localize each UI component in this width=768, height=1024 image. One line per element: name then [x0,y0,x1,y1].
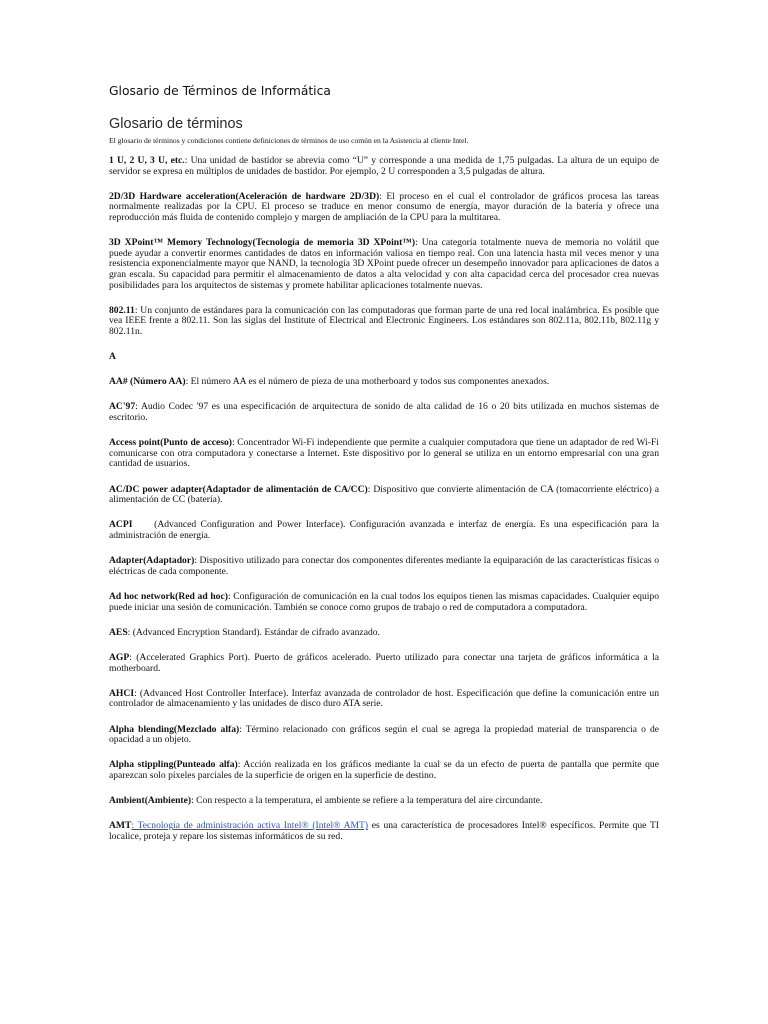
entry-term: Alpha blending(Mezclado alfa) [109,723,240,735]
entry-definition: : Un conjunto de estándares para la comunicación con las computadoras que forman parte de una red local inalámbrica. Es posible que vea IEEE frente a 802.11. Son las siglas del Institute of Electrical and Electronic Engineers. Los estándares son 802.11a, 802.11b, 802.11g y 802.11n. [109,304,659,337]
entry-definition: : Audio Codec '97 es una especificación de arquitectura de sonido de alta calidad de 16 o 20 bits utilizada en muchos sistemas de escritorio. [109,401,659,424]
glossary-entry [109,628,659,639]
glossary-entry [109,438,659,470]
glossary-entry [109,156,659,177]
entry-definition: : Concentrador Wi-Fi independiente que permite a cualquier computadora que tiene un adaptador de red Wi-Fi comunicarse con otra computadora y conectarse a Internet. Este dispositivo por lo general se utiliza en un entorno empresarial con una gran cantidad de usuarios. [109,437,659,470]
glossary-entry [109,760,659,781]
glossary-entry-amt [109,821,659,842]
entry-term: AHCI [109,687,135,699]
entry-term: Ad hoc network(Red ad hoc) [109,590,228,602]
entry-definition: es una característica de procesadores Intel® específicos. Permite que TI localice, proteja y repare los sistemas informáticos de su red. [109,820,659,842]
entry-term: 2D/3D Hardware acceleration(Aceleración de hardware 2D/3D) [109,190,380,202]
entry-term: Adapter(Adaptador) [109,555,195,567]
entry-term: Ambient(Ambiente) [109,795,192,807]
glossary-entry [109,402,659,423]
amt-link[interactable]: : Tecnología de administración activa Intel® (Intel® AMT) [131,820,369,832]
glossary-entry [109,485,659,506]
section-letter: A [109,351,116,363]
entry-definition: : Dispositivo que convierte alimentación de CA (tomacorriente eléctrico) a alimentación de CC (batería). [109,483,659,506]
entry-definition: : Acción realizada en los gráficos mediante la cual se da un efecto de puerta de pantalla que permite que aparezcan solo píxeles parciales de la superficie de origen en la superficie de destino. [109,759,659,781]
entry-term: AES [109,626,128,638]
document-title: Glosario de Términos de Informática [109,84,331,98]
entry-definition: : Configuración de comunicación en la cual todos los equipos tienen las mismas capacidades. Cualquier equipo puede iniciar una sesión de comunicación. También se conoce como grupos de trabajo o red de computadora a computadora. [109,590,659,613]
entry-definition: : (Accelerated Graphics Port). Puerto de gráficos acelerado. Puerto utilizado para conectar una tarjeta de gráficos informática a la motherboard. [109,651,659,674]
entry-term: AA# (Número AA) [109,376,186,388]
entry-definition: : (Advanced Host Controller Interface). Interfaz avanzada de controlador de host. Especificación que define la comunicación entre un controlador de almacenamiento y las unidades de disco duro ATA serie. [109,687,659,710]
glossary-entry [109,238,659,291]
entry-definition: (Advanced Configuration and Power Interface). Configuración avanzada e interfaz de energía. Es una especificación para la administración de energía. [109,519,662,541]
glossary-entry [109,519,662,541]
entry-term: 3D XPoint™ Memory Technology(Tecnología de memoria 3D XPoint™) [109,237,416,249]
entry-definition: : Una unidad de bastidor se abrevia como “U” y corresponde a una medida de 1,75 pulgadas. La altura de un equipo de servidor se expresa en múltiplos de unidades de bastidor. Por ejemplo, 2 U corresponden a 3,5 pulgadas de altura. [109,155,659,177]
entry-term: Access point(Punto de acceso) [109,437,232,449]
glossary-entry [109,592,659,613]
entry-term: AGP [109,651,130,663]
entry-term: AC'97 [109,401,136,413]
section-heading: Glosario de términos [109,116,243,132]
entry-term: AC/DC power adapter(Adaptador de alimentación de CA/CC) [109,483,368,495]
glossary-entry [109,306,659,338]
glossary-entry [109,796,659,807]
entry-definition: : El proceso en el cual el controlador de gráficos procesa las tareas normalmente realizadas por la CPU. El proceso se traduce en menor consumo de energía, mayor duración de la batería y ofrece una reproducción más fluida de contenido complejo y margen de ampliación de la CPU para la multitarea. [109,190,659,223]
entry-term: 1 U, 2 U, 3 U, etc. [109,155,185,166]
entry-term: AMT [109,820,132,832]
entry-term: Alpha stippling(Punteado alfa) [109,759,238,771]
entry-term: 802.11 [109,304,135,316]
glossary-entry [109,556,659,577]
entry-definition: : Una categoría totalmente nueva de memoria no volátil que puede ayudar a convertir enormes cantidades de datos en información valiosa en tiempo real. Con una latencia hasta mil veces menor y una resistencia exponencialmente mayor que NAND, la tecnología 3D XPoint puede ofrecer un desempeño innovador para aplicaciones de datos a gran escala. Su capacidad para permitir el almacenamiento de datos a alta velocidad y con alta capacidad cerca del procesador crea nuevas posibilidades para los arquitectos de sistemas y promete habilitar aplicaciones totalmente nuevas. [109,237,659,291]
entry-definition: : Con respecto a la temperatura, el ambiente se refiere a la temperatura del aire circundante. [191,795,543,807]
glossary-entry [109,377,659,388]
intro-paragraph: El glosario de términos y condiciones contiene definiciones de términos de uso común en la Asistencia al cliente Intel. [109,136,469,145]
glossary-entry [109,653,659,674]
entry-definition: : Término relacionado con gráficos según el cual se agrega la propiedad material de transparencia o de opacidad a un objeto. [109,723,660,746]
entry-term: ACPI [109,519,133,531]
entry-definition: : El número AA es el número de pieza de una motherboard y todos sus componentes anexados. [185,376,550,388]
entry-definition: : (Advanced Encryption Standard). Estándar de cifrado avanzado. [127,626,380,638]
glossary-entries [109,155,662,842]
glossary-entry [109,725,659,746]
entry-definition: : Dispositivo utilizado para conectar dos componentes diferentes mediante la equiparación de las características físicas o eléctricas de cada componente. [109,555,659,577]
glossary-entry [109,689,659,710]
glossary-entry [109,192,659,224]
